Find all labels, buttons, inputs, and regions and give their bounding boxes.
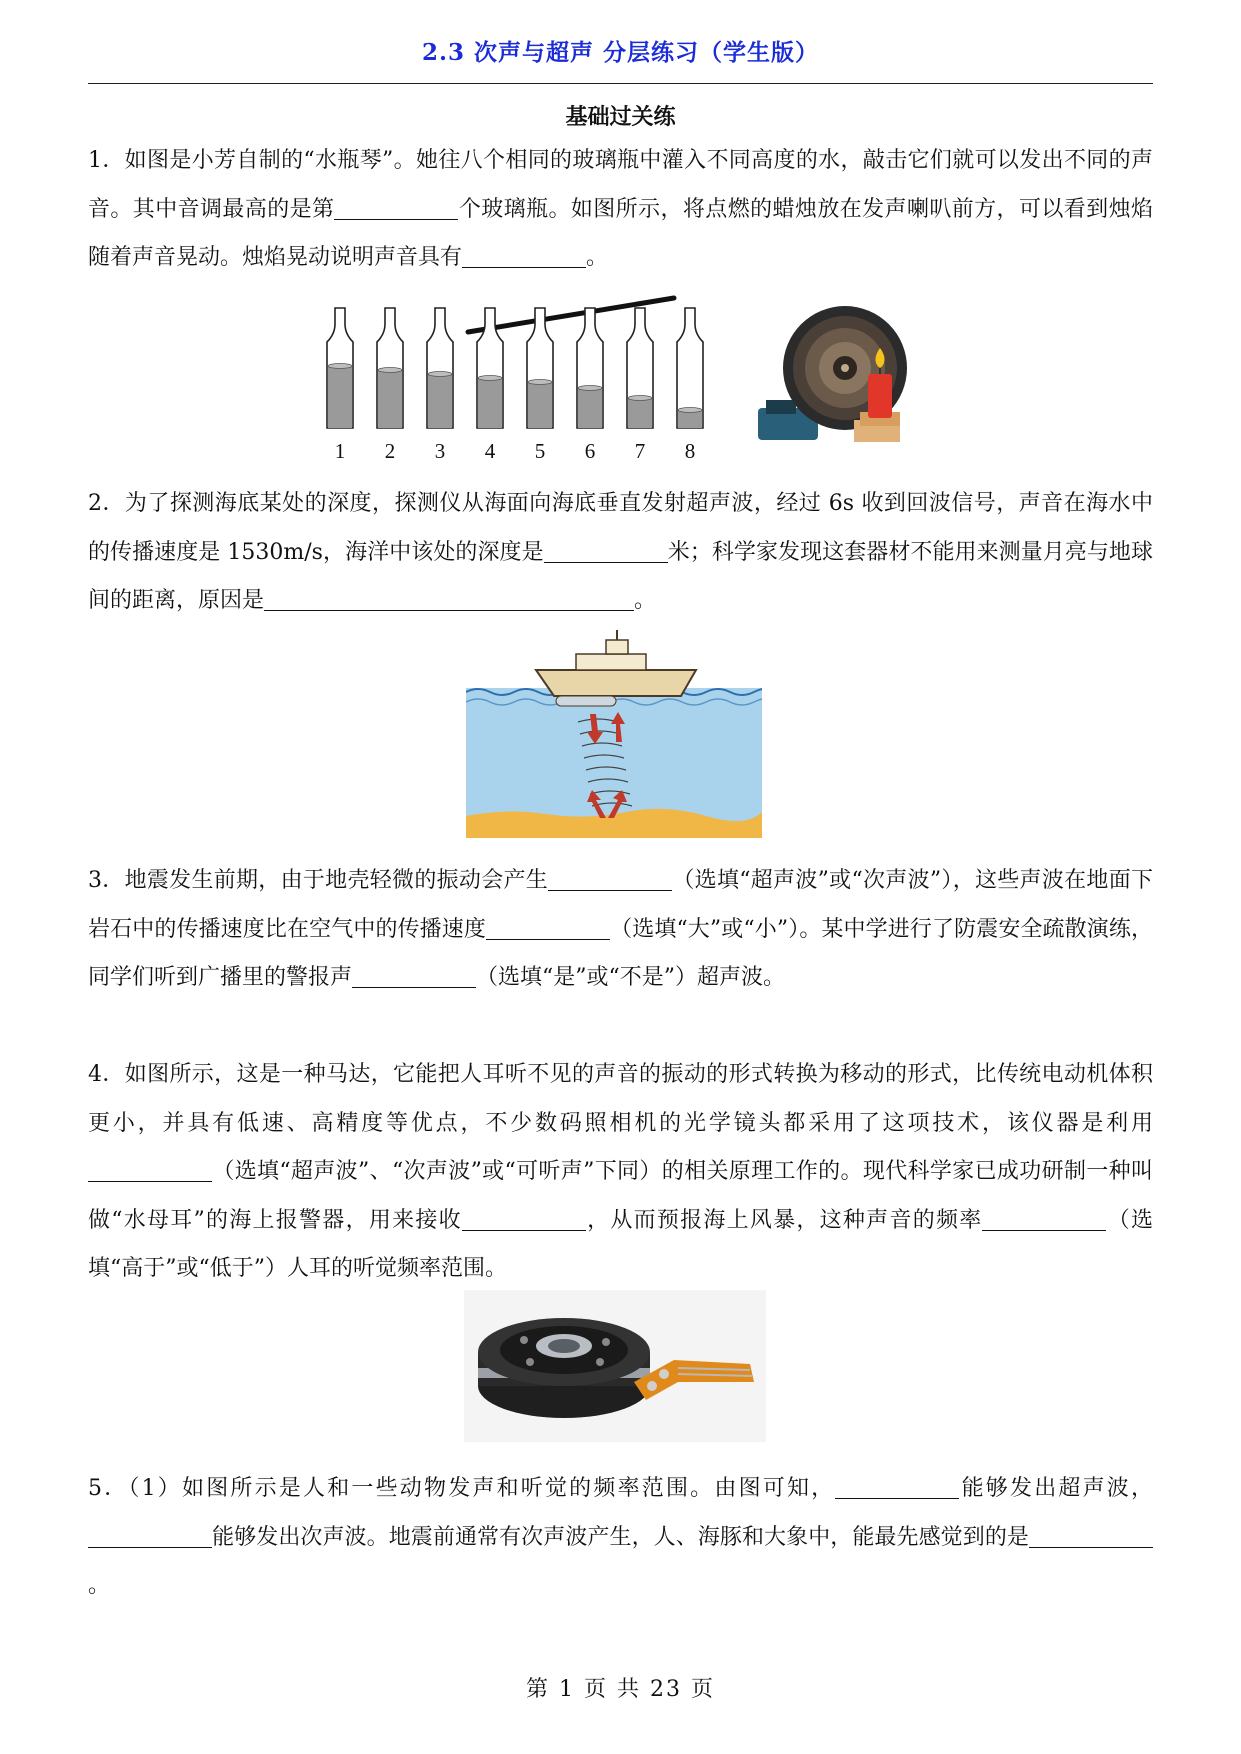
bottle-number: 4 [484, 439, 496, 463]
question-1-text-a: 1．如图是小芳自制的“水瓶琴”。她往八个相同的玻璃瓶中灌入不同高度的水，敲击它们就可以发出不同的声音。其中音调最高的是第 [88, 148, 1153, 222]
water-surface [528, 380, 552, 385]
answer-blank[interactable] [334, 197, 458, 220]
question-5-text-a: 5．（1）如图所示是人和一些动物发声和听觉的频率范围。由图可知， [88, 1476, 836, 1501]
water-surface [578, 386, 602, 391]
question-5 [88, 1465, 1153, 1611]
answer-blank[interactable] [486, 917, 610, 940]
section-title: 基础过关练 [565, 104, 676, 130]
water-surface [478, 376, 502, 381]
water-surface [428, 372, 452, 377]
water-surface [678, 408, 702, 413]
question-1 [88, 137, 1153, 283]
bottle-water [378, 370, 402, 428]
bottle-water [328, 366, 352, 428]
question-3-text-b: （选填“超声波”或“次声波”），这些声波在地面下岩石中的传播速度比在空气中的传播速度 [88, 868, 1154, 942]
question-4-text-b: （选填“超声波”、“次声波”或“可听声”下同）的相关原理工作的。现代科学家已成功研制一种叫做“水母耳”的海上报警器，用来接收 [88, 1159, 1153, 1233]
water-surface [378, 368, 402, 373]
bottle-number: 5 [534, 439, 546, 463]
question-5-text-c: 能够发出次声波。地震前通常有次声波产生，人、海豚和大象中，能最先感觉到的是 [212, 1524, 1029, 1550]
answer-blank[interactable] [88, 1159, 212, 1182]
question-3 [88, 857, 1153, 1003]
motor-icon [478, 1318, 650, 1418]
bottle-water [578, 388, 602, 428]
answer-blank[interactable] [462, 1208, 586, 1231]
bottle-water [528, 382, 552, 428]
water-surface [328, 364, 352, 369]
question-2-text-b: 米；科学家发现这套器材不能用来测量月亮与地球间的距离，原因是 [88, 539, 1153, 613]
header-rule [88, 83, 1153, 84]
answer-blank[interactable] [835, 1476, 959, 1499]
question-1-text-c: 。 [586, 245, 609, 270]
question-4 [88, 1051, 1153, 1294]
ultrasonic-motor-figure [464, 1290, 766, 1442]
bottle-number: 8 [684, 439, 696, 463]
question-2-text-a: 2．为了探测海底某处的深度，探测仪从海面向海底垂直发射超声波，经过 6s 收到回波信号，声音在海水中的传播速度是 1530m/s，海洋中该处的深度是 [88, 491, 1153, 565]
question-5-text-d: 。 [88, 1573, 111, 1598]
question-2-text-c: 。 [634, 588, 657, 613]
answer-blank[interactable] [544, 540, 668, 563]
bottle-number: 3 [434, 439, 446, 463]
answer-blank[interactable] [462, 245, 586, 268]
answer-blank[interactable] [264, 588, 634, 611]
answer-blank[interactable] [88, 1525, 212, 1548]
question-3-text-a: 3．地震发生前期，由于地壳轻微的振动会产生 [88, 868, 549, 893]
bottle-water [428, 374, 452, 428]
water-bottles-figure [318, 288, 918, 468]
question-3-text-d: （选填“是”或“不是”）超声波。 [476, 965, 786, 990]
bottle-number: 1 [334, 439, 346, 463]
bottle-number: 2 [384, 439, 396, 463]
question-4-text-c: ，从而预报海上风暴，这种声音的频率 [585, 1207, 983, 1233]
question-2 [88, 480, 1153, 626]
question-4-text-a: 4．如图所示，这是一种马达，它能把人耳听不见的声音的振动的形式转换为移动的形式，比传统电动机体积更小，并具有低速、高精度等优点，不少数码照相机的光学镜头都采用了这项技术，该仪器是利用 [88, 1062, 1153, 1136]
question-1-text-b: 个玻璃瓶。如图所示，将点燃的蜡烛放在发声喇叭前方，可以看到烛焰随着声音晃动。烛焰晃动说明声音具有 [88, 196, 1153, 270]
answer-blank[interactable] [982, 1208, 1106, 1231]
bottle-number: 6 [584, 439, 596, 463]
ship-sonar-figure [466, 630, 762, 838]
answer-blank[interactable] [352, 965, 476, 988]
question-3-text-c: （选填“大”或“小”）。某中学进行了防震安全疏散演练，同学们听到广播里的警报声 [88, 916, 1153, 990]
answer-blank[interactable] [1029, 1525, 1153, 1548]
bottle-number: 7 [634, 439, 646, 463]
answer-blank[interactable] [548, 868, 672, 891]
page-footer: 第 1 页 共 23 页 [526, 1677, 715, 1702]
bottle-water [478, 378, 502, 428]
bottle-number-labels [335, 439, 696, 463]
question-5-text-b: 能够发出超声波， [959, 1476, 1153, 1501]
question-4-text-d: （选填“高于”或“低于”）人耳的听觉频率范围。 [88, 1207, 1153, 1281]
bottle-water [628, 398, 652, 428]
water-surface [628, 396, 652, 401]
page-title: 2.3 次声与超声 分层练习（学生版） [421, 39, 820, 66]
